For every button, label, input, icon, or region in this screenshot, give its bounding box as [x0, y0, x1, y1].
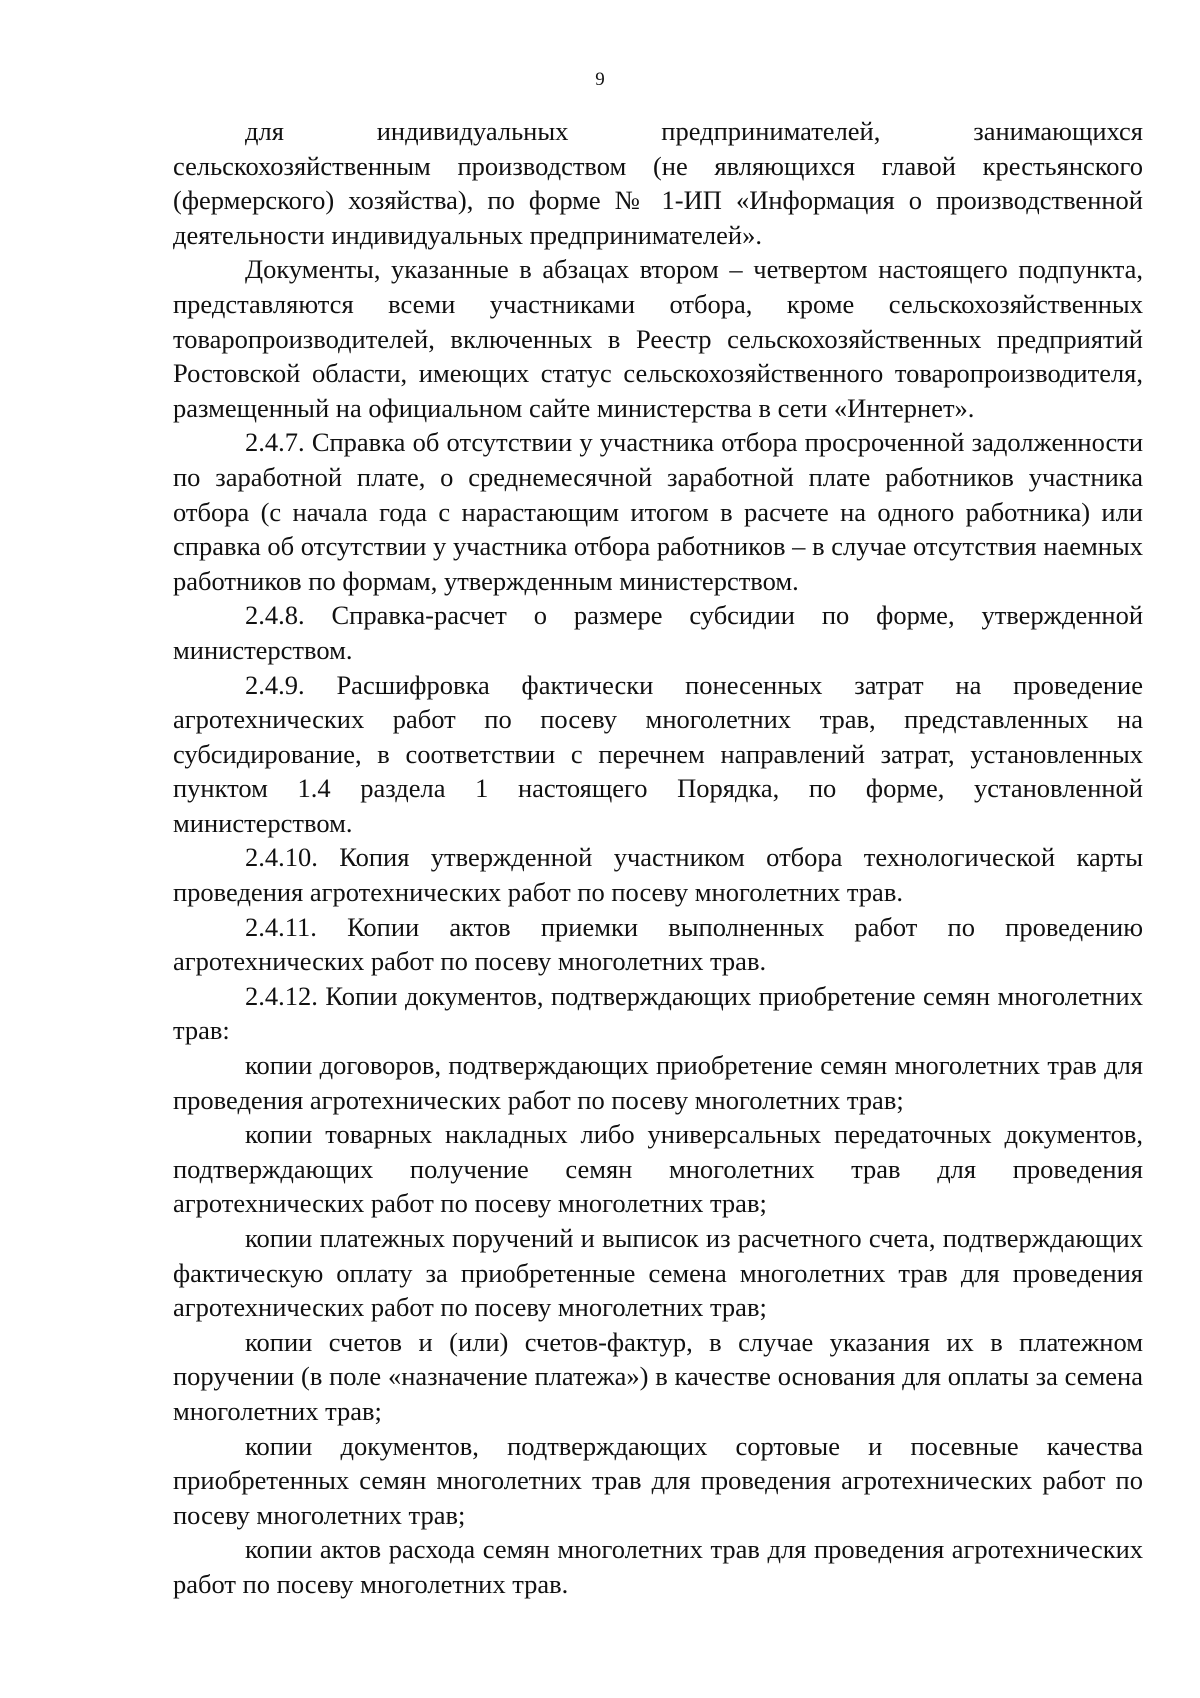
paragraph-2-4-11: 2.4.11. Копии актов приемки выполненных работ по проведению агротехнических работ по посеву многолетних трав. — [173, 911, 1143, 977]
paragraph-seed-consumption: копии актов расхода семян многолетних трав для проведения агротехнических работ по посеву многолетних трав. — [173, 1534, 1143, 1599]
paragraph-1: для индивидуальных предпринимателей, занимающихся сельскохозяйственным производством (не являющихся главой крестьянского (фермерского) хозяйства), по форме № 1-ИП «Информация о производственной деятельности индивидуальных предпринимателей». — [173, 116, 1143, 250]
paragraph-invoices: копии счетов и (или) счетов-фактур, в случае указания их в платежном поручении (в поле «назначение платежа») в качестве основания для оплаты за семена многолетних трав; — [173, 1326, 1143, 1426]
paragraph-2: Документы, указанные в абзацах втором – четвертом настоящего подпункта, представляются всеми участниками отбора, кроме сельскохозяйственных товаропроизводителей, включенных в Реестр сельскохозяйственных предприятий Ростовской области, имеющих статус сельскохозяйственного товаропроизводителя, размещенный на официальном сайте министерства в сети «Интернет». — [173, 254, 1143, 423]
page-number: 9 — [595, 69, 605, 90]
paragraph-seed-quality: копии документов, подтверждающих сортовые и посевные качества приобретенных семян многолетних трав для проведения агротехнических работ по посеву многолетних трав; — [173, 1430, 1143, 1530]
paragraph-payment-orders: копии платежных поручений и выписок из расчетного счета, подтверждающих фактическую оплату за приобретенные семена многолетних трав для проведения агротехнических работ по посеву многолетних трав; — [173, 1223, 1143, 1323]
paragraph-2-4-8: 2.4.8. Справка-расчет о размере субсидии по форме, утвержденной министерством. — [173, 600, 1143, 665]
paragraph-waybills: копии товарных накладных либо универсальных передаточных документов, подтверждающих получение семян многолетних трав для проведения агротехнических работ по посеву многолетних трав; — [173, 1119, 1143, 1219]
paragraph-2-4-9: 2.4.9. Расшифровка фактически понесенных затрат на проведение агротехнических работ по посеву многолетних трав, представленных на субсидирование, в соответствии с перечнем направлений затрат, установленных пунктом 1.4 раздела 1 настоящего Порядка, по форме, установленной министерством. — [173, 669, 1143, 838]
paragraph-2-4-12: 2.4.12. Копии документов, подтверждающих приобретение семян многолетних трав: — [173, 980, 1143, 1046]
paragraph-2-4-7: 2.4.7. Справка об отсутствии у участника отбора просроченной задолженности по заработной плате, о среднемесячной заработной плате работников участника отбора (с начала года с нарастающим итогом в расчете на одного работника) или справка об отсутствии у участника отбора работников – в случае отсутствия наемных работников по формам, утвержденным министерством. — [173, 427, 1143, 596]
paragraph-contracts: копии договоров, подтверждающих приобретение семян многолетних трав для проведения агротехнических работ по посеву многолетних трав; — [173, 1050, 1143, 1115]
document-body — [173, 114, 1143, 1602]
paragraph-2-4-10: 2.4.10. Копия утвержденной участником отбора технологической карты проведения агротехнических работ по посеву многолетних трав. — [173, 842, 1143, 908]
